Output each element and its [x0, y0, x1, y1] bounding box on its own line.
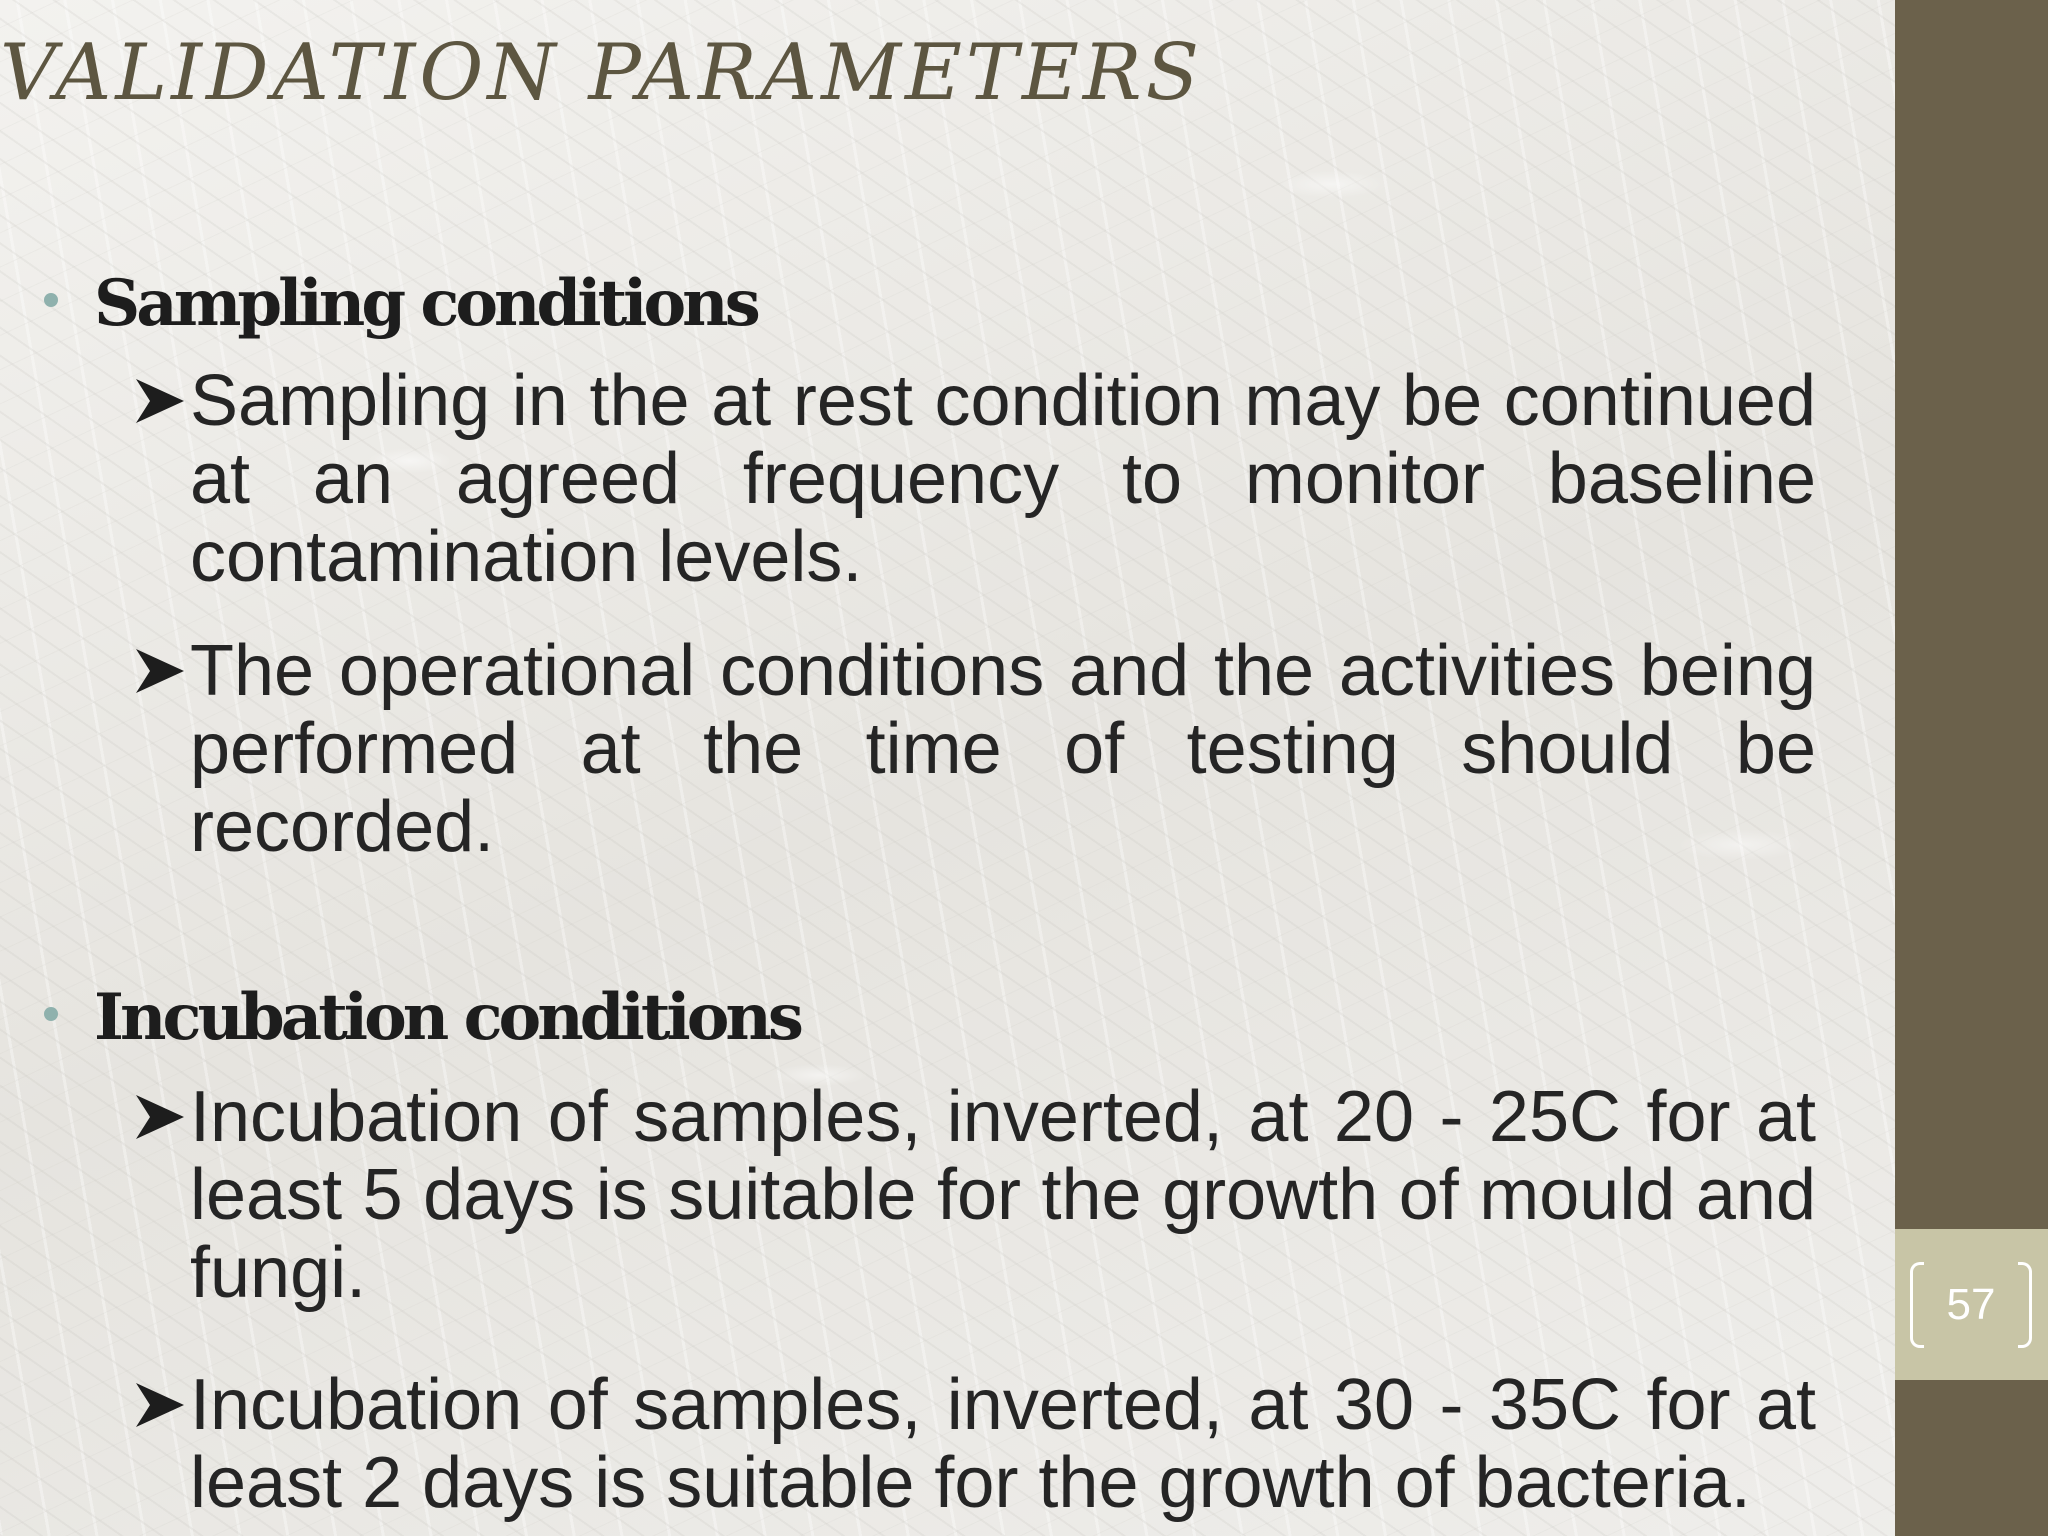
- right-bracket-icon: [2018, 1262, 2032, 1348]
- arrow-bullet-icon: [130, 1366, 190, 1444]
- arrow-bullet-icon: [130, 1078, 190, 1156]
- slide-title: VALIDATION PARAMETERS: [0, 28, 1204, 118]
- section-heading-label: Incubation conditions: [94, 980, 800, 1055]
- section-heading-sampling: [44, 266, 757, 341]
- arrow-bullet-icon: [130, 362, 190, 440]
- bullet-dot-icon: [44, 1007, 58, 1021]
- page-number: 57: [1946, 1280, 1996, 1329]
- list-item-text: The operational conditions and the activities being performed at the time of testing should be recorded.: [190, 631, 1816, 867]
- section-heading-label: Sampling conditions: [94, 266, 757, 341]
- arrow-bullet-icon: [130, 632, 190, 710]
- left-bracket-icon: [1910, 1262, 1924, 1348]
- bullet-dot-icon: [44, 293, 58, 307]
- section-heading-incubation: [44, 980, 800, 1055]
- list-item-text: Incubation of samples, inverted, at 20 - 25C for at least 5 days is suitable for the growth of mould and fungi.: [190, 1077, 1816, 1313]
- list-item: [130, 1366, 1816, 1522]
- list-item-text: Sampling in the at rest condition may be continued at an agreed frequency to monitor baseline contamination levels.: [190, 361, 1816, 597]
- list-item: [130, 632, 1816, 866]
- page-number-box: [1910, 1262, 2032, 1348]
- list-item: [130, 1078, 1816, 1312]
- list-item: [130, 362, 1816, 596]
- list-item-text: Incubation of samples, inverted, at 30 - 35C for at least 2 days is suitable for the growth of bacteria.: [190, 1365, 1816, 1523]
